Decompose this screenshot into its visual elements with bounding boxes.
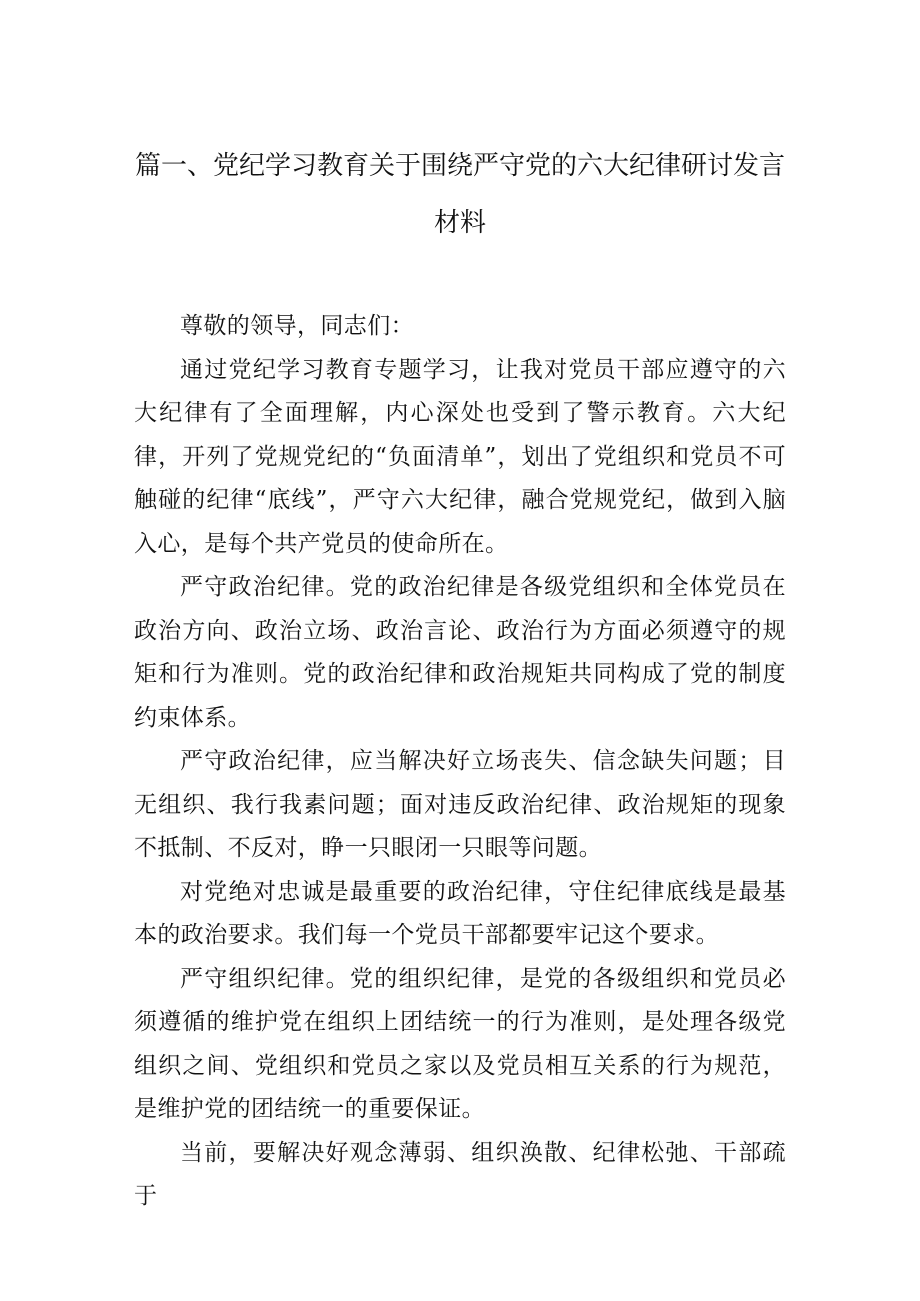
document-title-line-1: 篇一、党纪学习教育关于围绕严守党的六大纪律研讨发言: [134, 151, 785, 181]
loyalty-paragraph: 对党绝对忠诚是最重要的政治纪律，守住纪律底线是最基本的政治要求。我们每一个党员干部都要牢记这个要求。: [134, 878, 786, 948]
salutation-paragraph: 尊敬的领导，同志们：: [180, 313, 414, 339]
political-discipline-issues-paragraph: 严守政治纪律，应当解决好立场丧失、信念缺失问题；目无组织、我行我素问题；面对违反政治纪律、政治规矩的现象不抵制、不反对，睁一只眼闭一只眼等问题。: [134, 748, 786, 861]
political-discipline-paragraph: 严守政治纪律。党的政治纪律是各级党组织和全体党员在政治方向、政治立场、政治言论、政治行为方面必须遵守的规矩和行为准则。党的政治纪律和政治规矩共同构成了党的制度约束体系。: [134, 574, 786, 731]
document-body: [134, 305, 786, 1219]
organizational-discipline-paragraph: 严守组织纪律。党的组织纪律，是党的各级组织和党员必须遵循的维护党在组织上团结统一的行为准则，是处理各级党组织之间、党组织和党员之家以及党员相互关系的行为规范，是维护党的团结统一的重要保证。: [134, 965, 786, 1122]
current-issues-paragraph: 当前，要解决好观念薄弱、组织涣散、纪律松弛、干部疏于: [134, 1139, 786, 1209]
intro-paragraph: 通过党纪学习教育专题学习，让我对党员干部应遵守的六大纪律有了全面理解，内心深处也受到了警示教育。六大纪律，开列了党规党纪的“负面清单”，划出了党组织和党员不可触碰的纪律“底线”，严守六大纪律，融合党规党纪，做到入脑入心，是每个共产党员的使命所在。: [134, 356, 786, 557]
document-title-line-2: 材料: [433, 208, 486, 238]
